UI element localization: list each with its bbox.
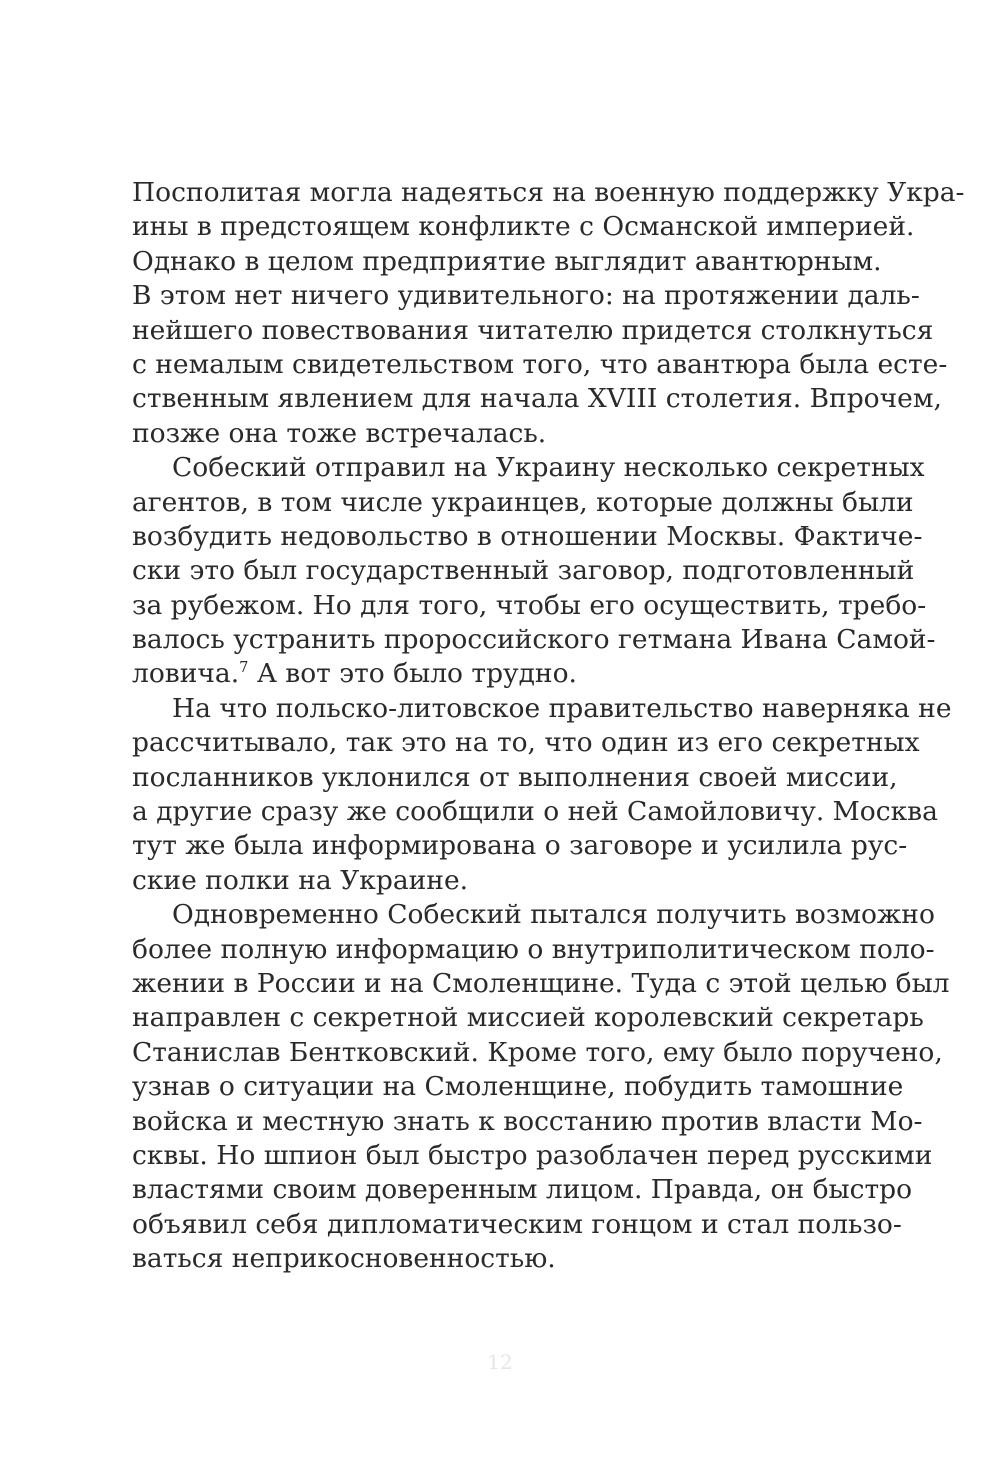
body-text bbox=[132, 176, 965, 1277]
page-number: 12 bbox=[487, 1350, 513, 1374]
text-line: более полную информацию о внутриполитическом поло- bbox=[132, 933, 935, 965]
text-line: ски это был государственный заговор, подготовленный bbox=[132, 555, 915, 587]
text-line: позже она тоже встречалась. bbox=[132, 417, 547, 449]
text-line: рассчитывало, так это на то, что один из его секретных bbox=[132, 727, 920, 759]
text-line: Посполитая могла надеяться на военную поддержку Укра- bbox=[132, 177, 965, 208]
text-line: жении в России и на Смоленщине. Туда с этой целью был bbox=[132, 967, 950, 999]
paragraph-4 bbox=[132, 898, 950, 1276]
text-line: ственным явлением для начала XVIII столетия. Впрочем, bbox=[132, 383, 942, 415]
text-line: Одновременно Собеский пытался получить возможно bbox=[172, 899, 935, 931]
text-line: с немалым свидетельством того, что авантюра была есте- bbox=[132, 348, 948, 380]
text-line: узнав о ситуации на Смоленщине, побудить тамошние bbox=[132, 1071, 904, 1103]
text-line: направлен с секретной миссией королевский секретарь bbox=[132, 1002, 924, 1034]
text-line: нейшего повествования читателю придется столкнуться bbox=[132, 314, 934, 346]
text-line: ины в предстоящем конфликте с Османской империей. bbox=[132, 211, 915, 243]
text-fragment: ловича. bbox=[132, 658, 240, 690]
text-line: Станислав Бентковский. Кроме того, ему было поручено, bbox=[132, 1036, 943, 1068]
text-line: посланников уклонился от выполнения своей миссии, bbox=[132, 761, 898, 793]
text-line bbox=[132, 657, 862, 691]
text-line: войска и местную знать к восстанию против власти Мо- bbox=[132, 1105, 923, 1137]
text-line: за рубежом. Но для того, чтобы его осуществить, требо- bbox=[132, 589, 927, 621]
paragraph-3 bbox=[132, 692, 952, 898]
footnote-marker: 7 bbox=[239, 659, 249, 677]
paragraph-2 bbox=[132, 451, 936, 692]
text-line: Собеский отправил на Украину несколько секретных bbox=[172, 452, 925, 484]
text-line: Однако в целом предприятие выглядит авантюрным. bbox=[132, 245, 882, 277]
text-line: объявил себя дипломатическим гонцом и стал пользо- bbox=[132, 1208, 902, 1240]
text-line: властями своим доверенным лицом. Правда, он быстро bbox=[132, 1174, 913, 1206]
text-line: сквы. Но шпион был быстро разоблачен перед русскими bbox=[132, 1139, 933, 1171]
text-fragment: А вот это было трудно. bbox=[248, 658, 577, 690]
text-line: ские полки на Украине. bbox=[132, 864, 469, 896]
text-line: В этом нет ничего удивительного: на протяжении даль- bbox=[132, 280, 920, 312]
paragraph-1 bbox=[132, 176, 965, 451]
text-line: На что польско-литовское правительство наверняка не bbox=[172, 692, 952, 724]
text-line: агентов, в том числе украинцев, которые должны были bbox=[132, 486, 914, 518]
text-line: валось устранить пророссийского гетмана Ивана Самой- bbox=[132, 624, 936, 656]
text-line: а другие сразу же сообщили о ней Самойловичу. Москва bbox=[132, 796, 938, 828]
text-line: ваться неприкосновенностью. bbox=[132, 1243, 556, 1275]
text-line: тут же была информирована о заговоре и усилила рус- bbox=[132, 830, 908, 862]
text-line: возбудить недовольство в отношении Москвы. Фактиче- bbox=[132, 520, 923, 552]
